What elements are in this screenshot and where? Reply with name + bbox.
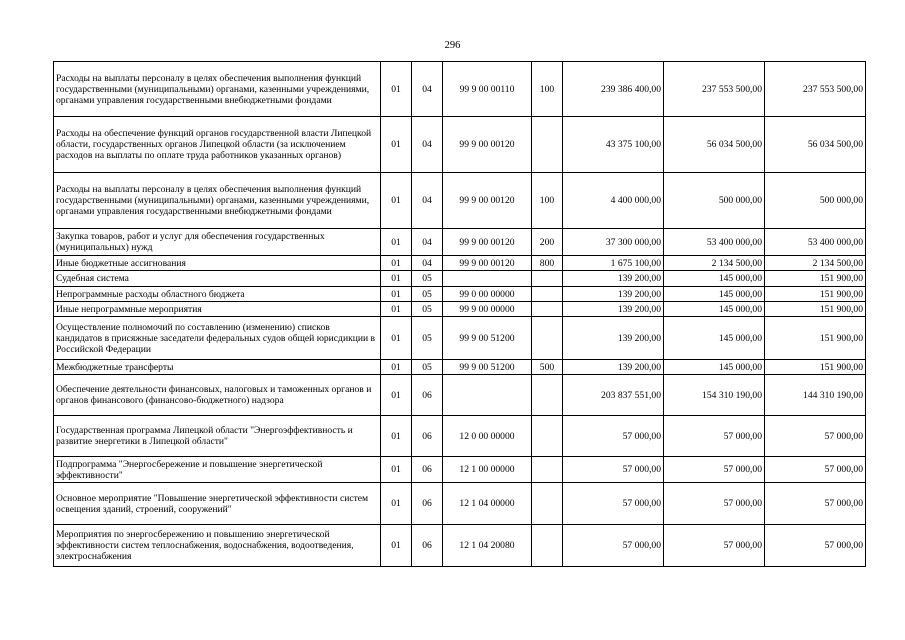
cell-sum-2: 53 400 000,00 <box>664 229 765 256</box>
cell-sum-3: 57 000,00 <box>765 483 866 525</box>
cell-podrazdel: 06 <box>412 525 443 567</box>
cell-sum-1: 57 000,00 <box>563 483 664 525</box>
cell-sum-2: 57 000,00 <box>664 483 765 525</box>
cell-expense-type <box>532 317 563 360</box>
table-row <box>54 317 866 360</box>
cell-sum-1: 4 400 000,00 <box>563 173 664 229</box>
cell-sum-3: 151 900,00 <box>765 271 866 287</box>
cell-razdel: 01 <box>381 256 412 271</box>
cell-razdel: 01 <box>381 360 412 375</box>
cell-name: Расходы на выплаты персоналу в целях обеспечения выполнения функций государственными (муниципальными) органами, казенными учреждениями, органами управления государственными внебюджетными фондами <box>54 173 381 229</box>
table-row <box>54 173 866 229</box>
cell-expense-type: 100 <box>532 62 563 117</box>
cell-expense-type <box>532 302 563 317</box>
cell-target-article <box>443 271 532 287</box>
table-row <box>54 483 866 525</box>
cell-podrazdel: 04 <box>412 62 443 117</box>
cell-target-article: 99 9 00 00120 <box>443 117 532 173</box>
cell-sum-3: 144 310 190,00 <box>765 375 866 416</box>
cell-razdel: 01 <box>381 317 412 360</box>
cell-sum-3: 151 900,00 <box>765 302 866 317</box>
cell-sum-1: 37 300 000,00 <box>563 229 664 256</box>
table-row <box>54 457 866 483</box>
cell-podrazdel: 06 <box>412 375 443 416</box>
cell-name: Непрограммные расходы областного бюджета <box>54 287 381 302</box>
cell-target-article: 99 9 00 00110 <box>443 62 532 117</box>
cell-razdel: 01 <box>381 525 412 567</box>
cell-sum-3: 57 000,00 <box>765 457 866 483</box>
cell-expense-type <box>532 416 563 457</box>
cell-razdel: 01 <box>381 416 412 457</box>
cell-expense-type <box>532 457 563 483</box>
table-body <box>54 62 866 567</box>
cell-razdel: 01 <box>381 375 412 416</box>
table-row <box>54 62 866 117</box>
cell-sum-1: 57 000,00 <box>563 525 664 567</box>
cell-expense-type <box>532 483 563 525</box>
cell-sum-2: 145 000,00 <box>664 302 765 317</box>
cell-sum-3: 57 000,00 <box>765 416 866 457</box>
cell-podrazdel: 05 <box>412 360 443 375</box>
cell-expense-type <box>532 117 563 173</box>
cell-name: Закупка товаров, работ и услуг для обеспечения государственных (муниципальных) нужд <box>54 229 381 256</box>
cell-podrazdel: 06 <box>412 416 443 457</box>
cell-sum-1: 57 000,00 <box>563 457 664 483</box>
cell-name: Иные бюджетные ассигнования <box>54 256 381 271</box>
cell-razdel: 01 <box>381 457 412 483</box>
cell-sum-3: 237 553 500,00 <box>765 62 866 117</box>
cell-target-article: 99 9 00 00000 <box>443 302 532 317</box>
cell-target-article: 12 1 04 00000 <box>443 483 532 525</box>
cell-name: Межбюджетные трансферты <box>54 360 381 375</box>
cell-sum-2: 154 310 190,00 <box>664 375 765 416</box>
cell-podrazdel: 06 <box>412 483 443 525</box>
cell-sum-2: 145 000,00 <box>664 287 765 302</box>
cell-expense-type <box>532 525 563 567</box>
cell-podrazdel: 05 <box>412 271 443 287</box>
cell-target-article: 99 9 00 51200 <box>443 360 532 375</box>
cell-razdel: 01 <box>381 483 412 525</box>
cell-sum-3: 151 900,00 <box>765 317 866 360</box>
page-number: 296 <box>444 40 461 51</box>
cell-podrazdel: 04 <box>412 256 443 271</box>
cell-sum-3: 151 900,00 <box>765 360 866 375</box>
cell-sum-3: 2 134 500,00 <box>765 256 866 271</box>
cell-sum-1: 139 200,00 <box>563 360 664 375</box>
cell-sum-3: 53 400 000,00 <box>765 229 866 256</box>
cell-name: Расходы на обеспечение функций органов государственной власти Липецкой области, государственных органов Липецкой области (за исключением расходов на выплаты по оплате труда работников указанных органов) <box>54 117 381 173</box>
cell-name: Подпрограмма "Энергосбережение и повышение энергетической эффективности" <box>54 457 381 483</box>
cell-sum-1: 43 375 100,00 <box>563 117 664 173</box>
cell-name: Судебная система <box>54 271 381 287</box>
cell-name: Осуществление полномочий по составлению (изменению) списков кандидатов в присяжные заседатели федеральных судов общей юрисдикции в Российской Федерации <box>54 317 381 360</box>
cell-expense-type: 500 <box>532 360 563 375</box>
cell-sum-2: 500 000,00 <box>664 173 765 229</box>
table-row <box>54 375 866 416</box>
table-row <box>54 117 866 173</box>
cell-podrazdel: 05 <box>412 302 443 317</box>
cell-podrazdel: 06 <box>412 457 443 483</box>
cell-target-article: 99 9 00 51200 <box>443 317 532 360</box>
cell-expense-type <box>532 375 563 416</box>
table-row <box>54 416 866 457</box>
cell-sum-1: 1 675 100,00 <box>563 256 664 271</box>
cell-razdel: 01 <box>381 287 412 302</box>
cell-sum-2: 145 000,00 <box>664 317 765 360</box>
cell-sum-2: 145 000,00 <box>664 271 765 287</box>
table-row <box>54 256 866 271</box>
cell-expense-type: 800 <box>532 256 563 271</box>
cell-target-article: 12 0 00 00000 <box>443 416 532 457</box>
cell-podrazdel: 04 <box>412 229 443 256</box>
cell-sum-3: 56 034 500,00 <box>765 117 866 173</box>
cell-expense-type <box>532 287 563 302</box>
cell-sum-1: 203 837 551,00 <box>563 375 664 416</box>
budget-table <box>53 61 866 567</box>
cell-sum-3: 151 900,00 <box>765 287 866 302</box>
cell-sum-1: 139 200,00 <box>563 317 664 360</box>
cell-razdel: 01 <box>381 229 412 256</box>
cell-sum-1: 239 386 400,00 <box>563 62 664 117</box>
cell-expense-type: 100 <box>532 173 563 229</box>
cell-target-article: 99 0 00 00000 <box>443 287 532 302</box>
cell-sum-2: 57 000,00 <box>664 416 765 457</box>
cell-razdel: 01 <box>381 173 412 229</box>
cell-podrazdel: 05 <box>412 287 443 302</box>
table-row <box>54 525 866 567</box>
cell-name: Мероприятия по энергосбережению и повышению энергетической эффективности систем теплоснабжения, водоснабжения, водоотведения, электроснабжения <box>54 525 381 567</box>
cell-sum-3: 57 000,00 <box>765 525 866 567</box>
cell-name: Государственная программа Липецкой области "Энергоэффективность и развитие энергетики в Липецкой области" <box>54 416 381 457</box>
cell-target-article: 12 1 04 20080 <box>443 525 532 567</box>
cell-podrazdel: 04 <box>412 117 443 173</box>
cell-expense-type: 200 <box>532 229 563 256</box>
cell-razdel: 01 <box>381 117 412 173</box>
table-row <box>54 360 866 375</box>
cell-sum-1: 139 200,00 <box>563 287 664 302</box>
cell-target-article: 99 9 00 00120 <box>443 256 532 271</box>
table-row <box>54 271 866 287</box>
cell-razdel: 01 <box>381 271 412 287</box>
cell-sum-2: 237 553 500,00 <box>664 62 765 117</box>
cell-sum-1: 139 200,00 <box>563 271 664 287</box>
cell-sum-1: 57 000,00 <box>563 416 664 457</box>
cell-name: Основное мероприятие "Повышение энергетической эффективности систем освещения зданий, строений, сооружений" <box>54 483 381 525</box>
table-row <box>54 229 866 256</box>
table-row <box>54 302 866 317</box>
cell-sum-3: 500 000,00 <box>765 173 866 229</box>
table-row <box>54 287 866 302</box>
cell-target-article: 99 9 00 00120 <box>443 229 532 256</box>
cell-target-article <box>443 375 532 416</box>
cell-podrazdel: 05 <box>412 317 443 360</box>
cell-expense-type <box>532 271 563 287</box>
cell-sum-2: 56 034 500,00 <box>664 117 765 173</box>
cell-sum-1: 139 200,00 <box>563 302 664 317</box>
cell-razdel: 01 <box>381 302 412 317</box>
cell-podrazdel: 04 <box>412 173 443 229</box>
cell-name: Расходы на выплаты персоналу в целях обеспечения выполнения функций государственными (муниципальными) органами, казенными учреждениями, органами управления государственными внебюджетными фондами <box>54 62 381 117</box>
cell-target-article: 99 9 00 00120 <box>443 173 532 229</box>
cell-sum-2: 57 000,00 <box>664 525 765 567</box>
cell-name: Иные непрограммные мероприятия <box>54 302 381 317</box>
cell-target-article: 12 1 00 00000 <box>443 457 532 483</box>
cell-sum-2: 2 134 500,00 <box>664 256 765 271</box>
cell-razdel: 01 <box>381 62 412 117</box>
cell-sum-2: 145 000,00 <box>664 360 765 375</box>
cell-sum-2: 57 000,00 <box>664 457 765 483</box>
cell-name: Обеспечение деятельности финансовых, налоговых и таможенных органов и органов финансового (финансово-бюджетного) надзора <box>54 375 381 416</box>
